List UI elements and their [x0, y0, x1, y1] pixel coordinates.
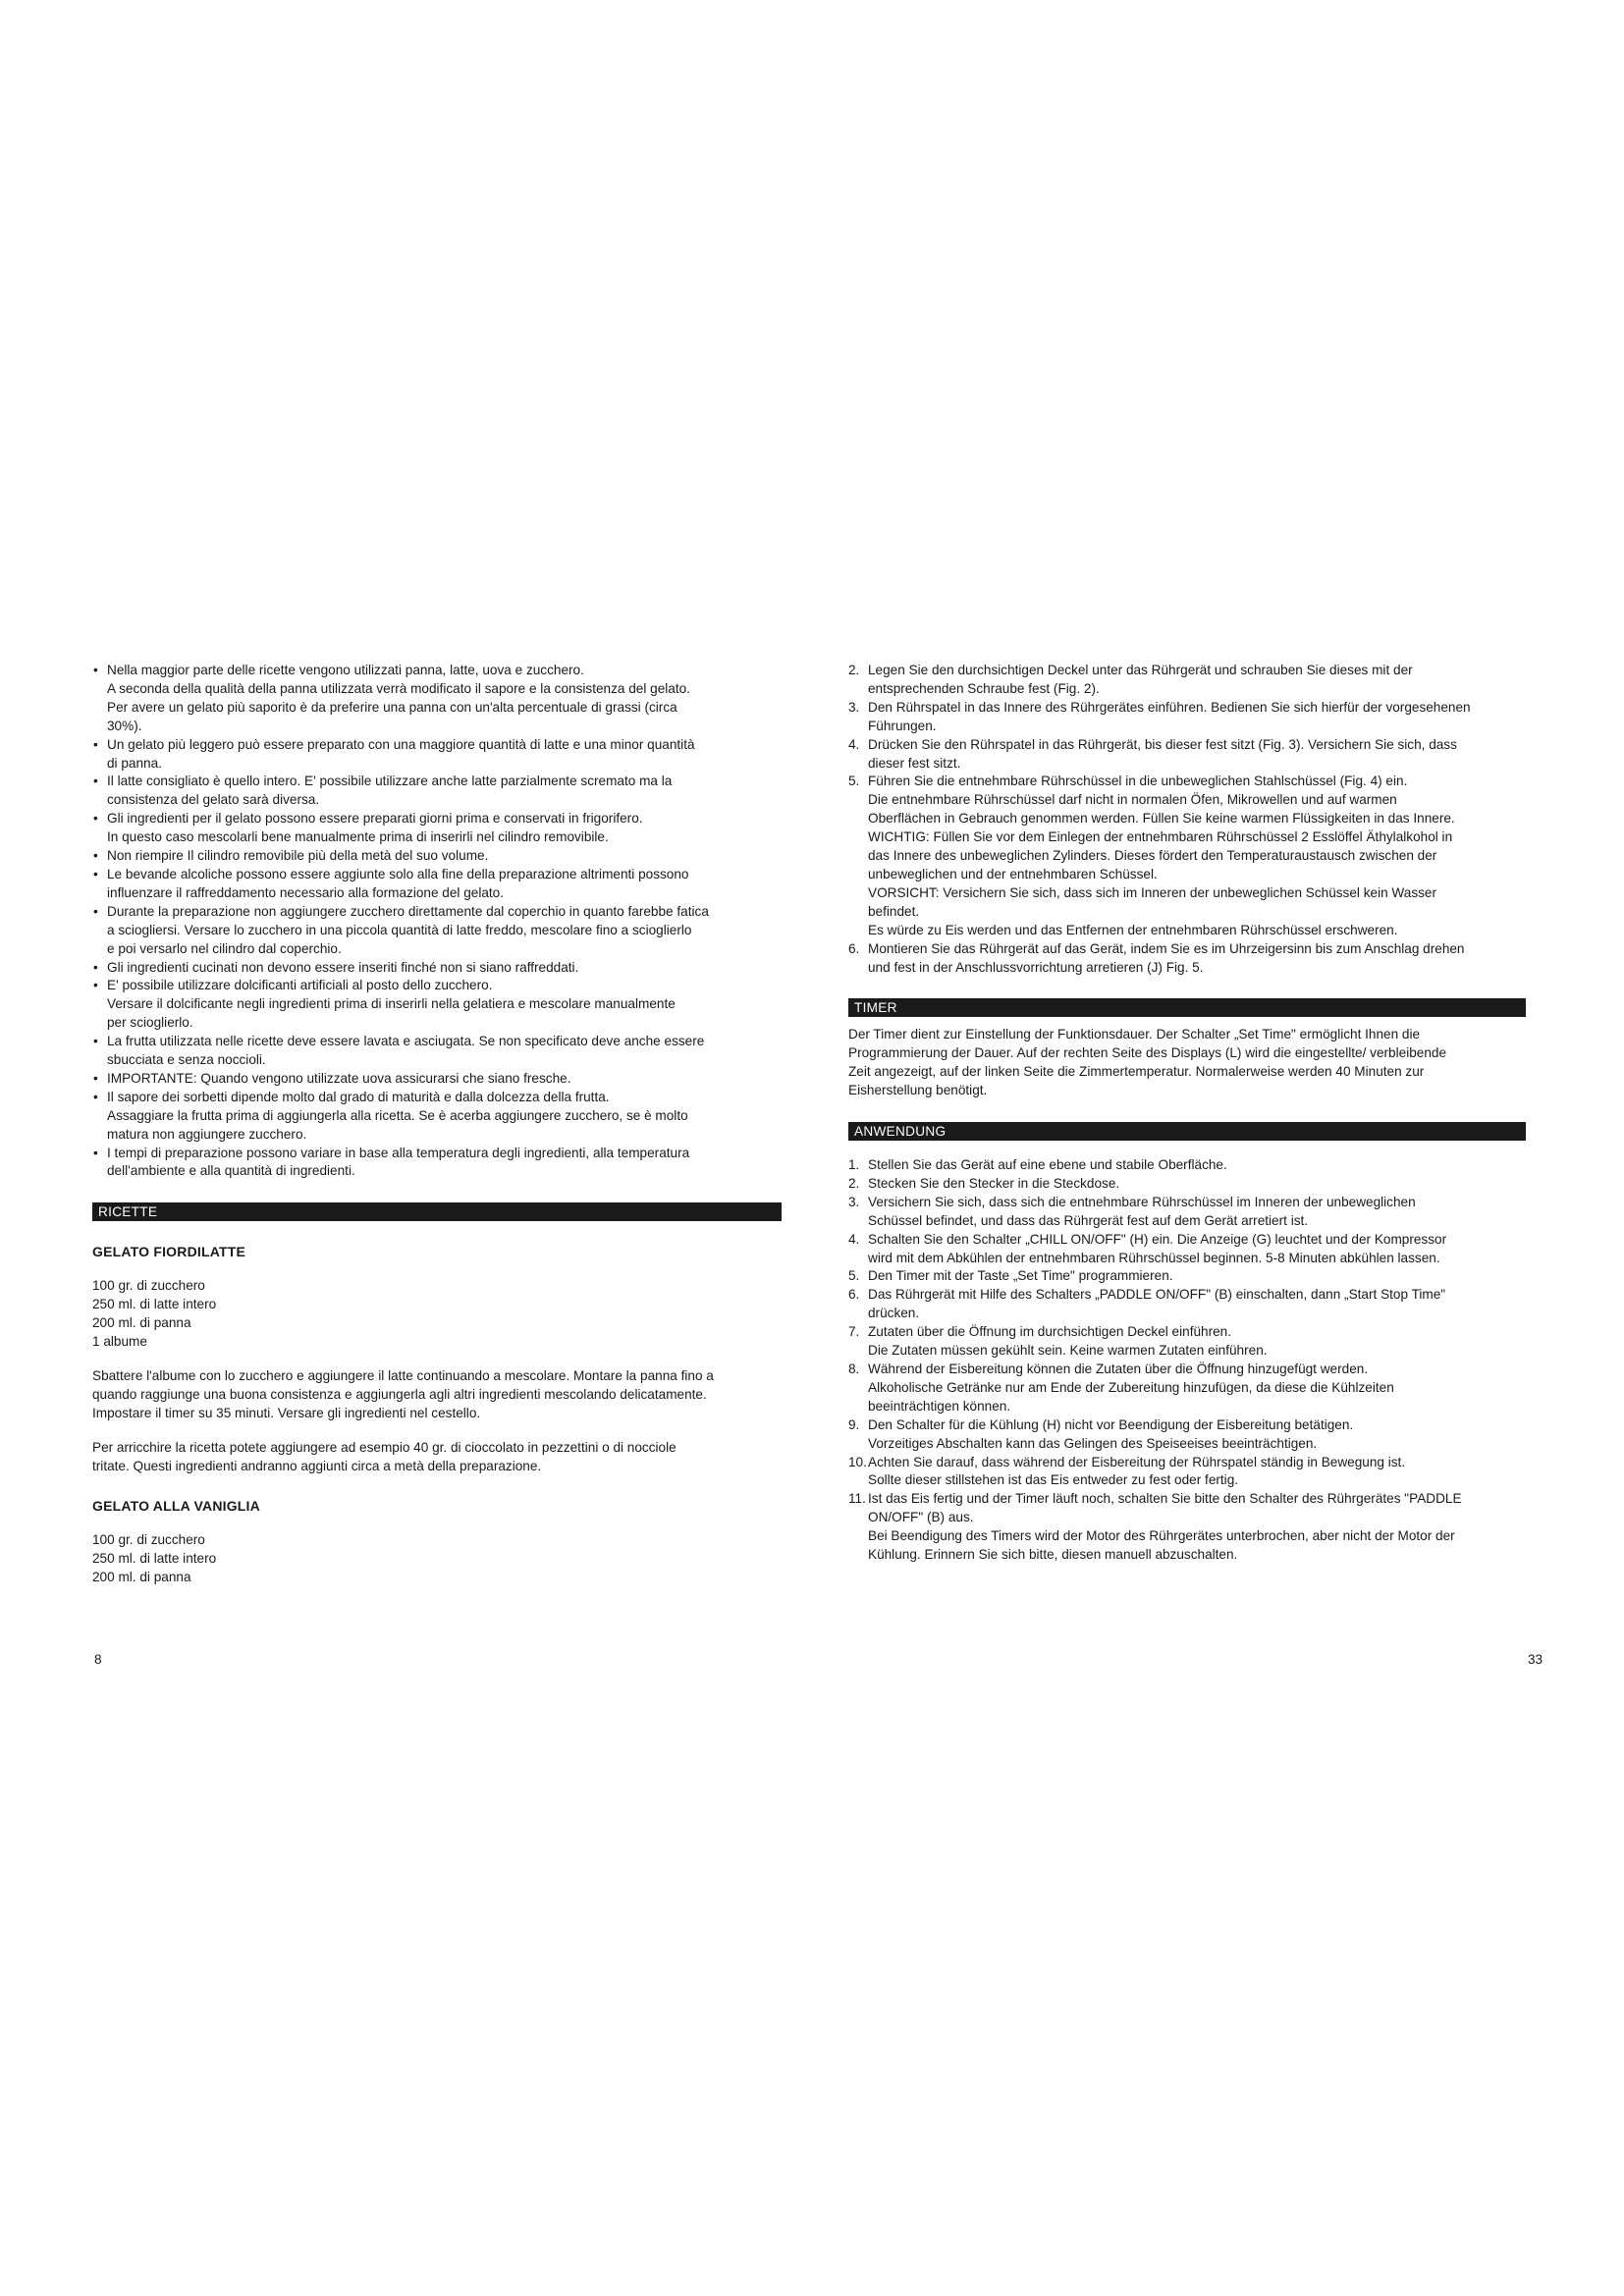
recipe-title-vaniglia: GELATO ALLA VANIGLIA: [92, 1498, 260, 1515]
step-continuation: Alkoholische Getränke nur am Ende der Zubereitung hinzufügen, da diese die Kühlzeiten: [868, 1379, 1394, 1395]
bullet-continuation: A seconda della qualità della panna utilizzata verrà modificato il sapore e la consistenza del gelato.: [107, 680, 690, 696]
step-line: [848, 1361, 1526, 1379]
step-text: Achten Sie darauf, dass während der Eisbereitung der Rührspatel ständig in Bewegung ist.: [868, 1454, 1406, 1469]
bullet-dot: •: [93, 903, 98, 919]
step-text: Während der Eisbereitung können die Zutaten über die Öffnung hinzugefügt werden.: [868, 1362, 1369, 1376]
step-continuation: Schüssel befindet, und dass das Rührgerät fest auf dem Gerät arretiert ist.: [868, 1212, 1309, 1228]
recipe-ingredients-vaniglia: [92, 1531, 782, 1587]
step-continuation: und fest in der Anschlussvorrichtung arretieren (J) Fig. 5.: [868, 959, 1204, 975]
bullet-text: Gli ingredienti per il gelato possono essere preparati giorni prima e conservati in frigorifero.: [107, 811, 643, 827]
bullet-dot: •: [93, 663, 98, 677]
step-number: 7.: [848, 1324, 860, 1340]
step-text: Stellen Sie das Gerät auf eine ebene und stabile Oberfläche.: [868, 1157, 1227, 1173]
numbered-step: [848, 1323, 1526, 1361]
bullet-line: [92, 866, 782, 884]
ingredient-line: 1 albume: [92, 1334, 147, 1349]
step-continuation: beeinträchtigen können.: [868, 1398, 1011, 1414]
page-number-left: 8: [94, 1652, 102, 1667]
step-line: [848, 736, 1526, 755]
step-line: [848, 1194, 1526, 1212]
step-continuation: VORSICHT: Versichern Sie sich, dass sich im Inneren der unbeweglichen Schüssel kein Wasser: [868, 884, 1436, 900]
bullet-line: [92, 977, 782, 995]
bullet-line: [92, 903, 782, 922]
bullet-item: [92, 810, 782, 847]
step-number: 10.: [848, 1454, 867, 1469]
step-text: Schalten Sie den Schalter „CHILL ON/OFF" (H) ein. Die Anzeige (G) leuchtet und der Kompressor: [868, 1231, 1447, 1247]
bullet-line: [92, 1145, 782, 1163]
bullet-item: [92, 847, 782, 866]
step-line: [848, 1416, 1526, 1435]
bullet-line: [92, 662, 782, 680]
assembly-steps: [848, 662, 1526, 977]
bullet-dot: •: [93, 978, 98, 993]
left-page-column: [92, 662, 782, 1587]
step-continuation: WICHTIG: Füllen Sie vor dem Einlegen der entnehmbaren Rührschüssel 2 Esslöffel Äthylalkohol in: [868, 829, 1453, 845]
step-continuation: ON/OFF" (B) aus.: [868, 1510, 974, 1525]
step-text: Montieren Sie das Rührgerät auf das Gerät, indem Sie es im Uhrzeigersinn bis zum Anschlag drehen: [868, 940, 1465, 956]
numbered-step: [848, 1231, 1526, 1268]
recipe-ingredients-fiordilatte: [92, 1277, 782, 1352]
timer-line: Programmierung der Dauer. Auf der rechten Seite des Displays (L) wird die eingestellte/ verbleibende: [848, 1045, 1447, 1061]
step-continuation: das Innere des unbeweglichen Zylinders. Dieses fördert den Temperaturaustausch zwischen der: [868, 848, 1437, 864]
bullet-line: [92, 736, 782, 755]
step-continuation: unbeweglichen und der entnehmbaren Schüssel.: [868, 866, 1158, 881]
step-line: [848, 940, 1526, 959]
bullet-dot: •: [93, 1070, 98, 1086]
numbered-step: [848, 1361, 1526, 1416]
step-number: 3.: [848, 1194, 860, 1209]
bullet-line: [92, 810, 782, 828]
numbered-step: [848, 1490, 1526, 1565]
bullet-continuation: dell'ambiente e alla quantità di ingredienti.: [107, 1163, 355, 1179]
bullet-item: [92, 866, 782, 903]
step-text: Stecken Sie den Stecker in die Steckdose.: [868, 1175, 1120, 1191]
bullet-item: [92, 903, 782, 959]
numbered-step: [848, 1175, 1526, 1194]
usage-steps: [848, 1156, 1526, 1565]
step-continuation: Sollte dieser stillstehen ist das Eis entweder zu fest oder fertig.: [868, 1472, 1239, 1488]
section-header-anwendung: ANWENDUNG: [848, 1122, 1526, 1141]
section-header-ricette: RICETTE: [92, 1202, 782, 1221]
paragraph-line: tritate. Questi ingredienti andranno aggiunti circa a metà della preparazione.: [92, 1458, 542, 1473]
bullet-line: [92, 1070, 782, 1089]
bullet-item: [92, 1145, 782, 1182]
bullet-continuation: In questo caso mescolarli bene manualmente prima di inserirli nel cilindro removibile.: [107, 829, 609, 845]
step-continuation: entsprechenden Schraube fest (Fig. 2).: [868, 680, 1100, 696]
numbered-step: [848, 940, 1526, 978]
step-continuation: befindet.: [868, 903, 920, 919]
bullet-dot: •: [93, 959, 98, 975]
step-number: 3.: [848, 699, 860, 715]
numbered-step: [848, 1194, 1526, 1231]
bullet-continuation: 30%).: [107, 718, 142, 733]
numbered-step: [848, 1454, 1526, 1491]
numbered-step: [848, 736, 1526, 774]
bullet-item: [92, 773, 782, 810]
bullet-item: [92, 662, 782, 736]
recipe-paragraph: [92, 1439, 782, 1476]
ingredient-line: 100 gr. di zucchero: [92, 1278, 205, 1294]
bullet-text: Un gelato più leggero può essere preparato con una maggiore quantità di latte e una minor quantità: [107, 736, 695, 752]
numbered-step: [848, 1416, 1526, 1454]
numbered-step: [848, 1156, 1526, 1175]
step-line: [848, 1267, 1526, 1286]
bullet-dot: •: [93, 811, 98, 827]
step-continuation: Bei Beendigung des Timers wird der Motor des Rührgerätes unterbrochen, aber nicht der Motor der: [868, 1528, 1455, 1544]
step-text: Den Timer mit der Taste „Set Time" programmieren.: [868, 1268, 1173, 1284]
bullet-text: Il latte consigliato è quello intero. E' possibile utilizzare anche latte parzialmente scremato ma la: [107, 774, 673, 789]
step-number: 5.: [848, 1268, 860, 1284]
step-number: 6.: [848, 940, 860, 956]
bullet-continuation: per scioglierlo.: [107, 1015, 193, 1031]
step-continuation: Kühlung. Erinnern Sie sich bitte, diesen manuell abzuschalten.: [868, 1547, 1238, 1563]
step-text: Ist das Eis fertig und der Timer läuft noch, schalten Sie bitte den Schalter des Rührgerätes "PADDLE: [868, 1491, 1462, 1507]
step-text: Versichern Sie sich, dass sich die entnehmbare Rührschüssel im Inneren der unbeweglichen: [868, 1194, 1416, 1209]
bullet-dot: •: [93, 1034, 98, 1049]
numbered-step: [848, 773, 1526, 939]
bullet-text: Gli ingredienti cucinati non devono essere inseriti finché non si siano raffreddati.: [107, 959, 579, 975]
bullet-dot: •: [93, 1145, 98, 1160]
ingredient-line: 200 ml. di panna: [92, 1315, 191, 1331]
timer-line: Zeit angezeigt, auf der linken Seite die Zimmertemperatur. Normalerweise werden 40 Minuten zur: [848, 1064, 1425, 1080]
paragraph-line: Per arricchire la ricetta potete aggiungere ad esempio 40 gr. di cioccolato in pezzettini o di nocciole: [92, 1439, 677, 1455]
bullet-dot: •: [93, 736, 98, 752]
ingredient-line: 200 ml. di panna: [92, 1570, 191, 1585]
step-line: [848, 1490, 1526, 1509]
step-continuation: wird mit dem Abkühlen der entnehmbaren Rührschüssel beginnen. 5-8 Minuten abkühlen lassen.: [868, 1250, 1440, 1265]
section-header-timer: TIMER: [848, 998, 1526, 1017]
paragraph-line: Impostare il timer su 35 minuti. Versare gli ingredienti nel cestello.: [92, 1405, 481, 1420]
step-continuation: dieser fest sitzt.: [868, 755, 961, 771]
step-text: Drücken Sie den Rührspatel in das Rührgerät, bis dieser fest sitzt (Fig. 3). Versichern Sie sich, dass: [868, 736, 1457, 752]
bullet-item: [92, 1089, 782, 1145]
bullet-line: [92, 1033, 782, 1051]
timer-description: [848, 1026, 1526, 1100]
bullet-item: [92, 977, 782, 1033]
step-number: 2.: [848, 1175, 860, 1191]
step-text: Führen Sie die entnehmbare Rührschüssel in die unbeweglichen Stahlschüssel (Fig. 4) ein.: [868, 774, 1408, 789]
recipe-paragraph: [92, 1367, 782, 1423]
step-line: [848, 1286, 1526, 1305]
step-continuation: Die Zutaten müssen gekühlt sein. Keine warmen Zutaten einführen.: [868, 1343, 1268, 1359]
step-continuation: Führungen.: [868, 718, 937, 733]
bullet-text: Non riempire Il cilindro removibile più della metà del suo volume.: [107, 848, 489, 864]
bullet-continuation: sbucciata e senza noccioli.: [107, 1052, 266, 1068]
paragraph-line: Sbattere l'albume con lo zucchero e aggiungere il latte continuando a mescolare. Montare la panna fino a: [92, 1367, 714, 1383]
numbered-step: [848, 1267, 1526, 1286]
recipe-instructions-fiordilatte: [92, 1367, 782, 1476]
bullet-continuation: a sciogliersi. Versare lo zucchero in una piccola quantità di latte freddo, mescolare fino a scioglierlo: [107, 922, 692, 937]
step-number: 6.: [848, 1287, 860, 1303]
step-line: [848, 1454, 1526, 1472]
numbered-step: [848, 1286, 1526, 1323]
bullet-line: [92, 847, 782, 866]
bullet-line: [92, 1089, 782, 1107]
bullet-text: I tempi di preparazione possono variare in base alla temperatura degli ingredienti, alla temperatura: [107, 1145, 690, 1160]
bullet-item: [92, 1033, 782, 1070]
bullet-continuation: influenzare il raffreddamento necessario alla formazione del gelato.: [107, 884, 505, 900]
bullet-continuation: e poi versarlo nel cilindro dal coperchio.: [107, 940, 342, 956]
bullet-text: Il sapore dei sorbetti dipende molto dal grado di maturità e dalla dolcezza della frutta.: [107, 1089, 610, 1104]
step-line: [848, 1231, 1526, 1250]
bullet-text: Nella maggior parte delle ricette vengono utilizzati panna, latte, uova e zucchero.: [107, 663, 584, 677]
step-continuation: Oberflächen in Gebrauch genommen werden. Füllen Sie keine warmen Flüssigkeiten in das Innere.: [868, 811, 1455, 827]
bullet-item: [92, 1070, 782, 1089]
bullet-line: [92, 773, 782, 791]
numbered-step: [848, 699, 1526, 736]
step-line: [848, 662, 1526, 680]
bullet-item: [92, 959, 782, 978]
timer-line: Der Timer dient zur Einstellung der Funktionsdauer. Der Schalter „Set Time" ermöglicht Ihnen die: [848, 1027, 1421, 1042]
step-text: Legen Sie den durchsichtigen Deckel unter das Rührgerät und schrauben Sie dieses mit der: [868, 663, 1413, 677]
step-continuation: Es würde zu Eis werden und das Entfernen der entnehmbaren Rührschüssel erschweren.: [868, 922, 1398, 937]
bullet-dot: •: [93, 1089, 98, 1104]
step-line: [848, 699, 1526, 718]
bullet-text: IMPORTANTE: Quando vengono utilizzate uova assicurarsi che siano fresche.: [107, 1070, 571, 1086]
step-text: Den Rührspatel in das Innere des Rührgerätes einführen. Bedienen Sie sich hierfür der vorgesehenen: [868, 699, 1471, 715]
step-number: 11.: [848, 1491, 866, 1507]
step-line: [848, 1156, 1526, 1175]
step-text: Das Rührgerät mit Hilfe des Schalters „PADDLE ON/OFF" (B) einschalten, dann „Start Stop Time": [868, 1287, 1446, 1303]
numbered-step: [848, 662, 1526, 699]
bullet-continuation: Versare il dolcificante negli ingredienti prima di inserirli nella gelatiera e mescolare manualmente: [107, 996, 676, 1012]
bullet-dot: •: [93, 774, 98, 789]
page-number-right: 33: [1528, 1652, 1543, 1667]
bullet-continuation: Assaggiare la frutta prima di aggiungerla alla ricetta. Se è acerba aggiungere zucchero, se è molto: [107, 1107, 688, 1123]
step-number: 1.: [848, 1157, 860, 1173]
recipe-title-fiordilatte: GELATO FIORDILATTE: [92, 1244, 246, 1260]
bullet-dot: •: [93, 848, 98, 864]
step-continuation: Vorzeitiges Abschalten kann das Gelingen des Speiseeises beeinträchtigen.: [868, 1435, 1318, 1451]
timer-line: Eisherstellung benötigt.: [848, 1083, 988, 1098]
tips-bullet-list: [92, 662, 782, 1181]
step-number: 8.: [848, 1362, 860, 1376]
ingredient-line: 100 gr. di zucchero: [92, 1532, 205, 1548]
bullet-text: E' possibile utilizzare dolcificanti artificiali al posto dello zucchero.: [107, 978, 493, 993]
bullet-continuation: matura non aggiungere zucchero.: [107, 1126, 307, 1142]
step-text: Zutaten über die Öffnung im durchsichtigen Deckel einführen.: [868, 1324, 1232, 1340]
bullet-continuation: Per avere un gelato più saporito è da preferire una panna con un'alta percentuale di grassi (circa: [107, 699, 677, 715]
step-number: 4.: [848, 736, 860, 752]
step-text: Den Schalter für die Kühlung (H) nicht vor Beendigung der Eisbereitung betätigen.: [868, 1416, 1354, 1432]
ingredient-line: 250 ml. di latte intero: [92, 1551, 217, 1567]
step-continuation: Die entnehmbare Rührschüssel darf nicht in normalen Öfen, Mikrowellen und auf warmen: [868, 792, 1397, 808]
ingredient-line: 250 ml. di latte intero: [92, 1297, 217, 1312]
step-line: [848, 773, 1526, 791]
bullet-text: Durante la preparazione non aggiungere zucchero direttamente dal coperchio in quanto farebbe fatica: [107, 903, 709, 919]
bullet-text: La frutta utilizzata nelle ricette deve essere lavata e asciugata. Se non specificato deve anche essere: [107, 1034, 705, 1049]
step-number: 9.: [848, 1416, 860, 1432]
bullet-continuation: consistenza del gelato sarà diversa.: [107, 792, 320, 808]
bullet-dot: •: [93, 866, 98, 881]
step-line: [848, 1323, 1526, 1342]
bullet-continuation: di panna.: [107, 755, 162, 771]
paragraph-line: quando raggiunge una buona consistenza e aggiungerla agli altri ingredienti mescolando delicatamente.: [92, 1386, 707, 1402]
bullet-text: Le bevande alcoliche possono essere aggiunte solo alla fine della preparazione altrimenti possono: [107, 866, 689, 881]
step-number: 4.: [848, 1231, 860, 1247]
step-number: 5.: [848, 774, 860, 789]
step-line: [848, 1175, 1526, 1194]
bullet-item: [92, 736, 782, 774]
step-continuation: drücken.: [868, 1306, 920, 1321]
bullet-line: [92, 959, 782, 978]
step-number: 2.: [848, 663, 860, 677]
right-page-column: [848, 662, 1526, 1565]
